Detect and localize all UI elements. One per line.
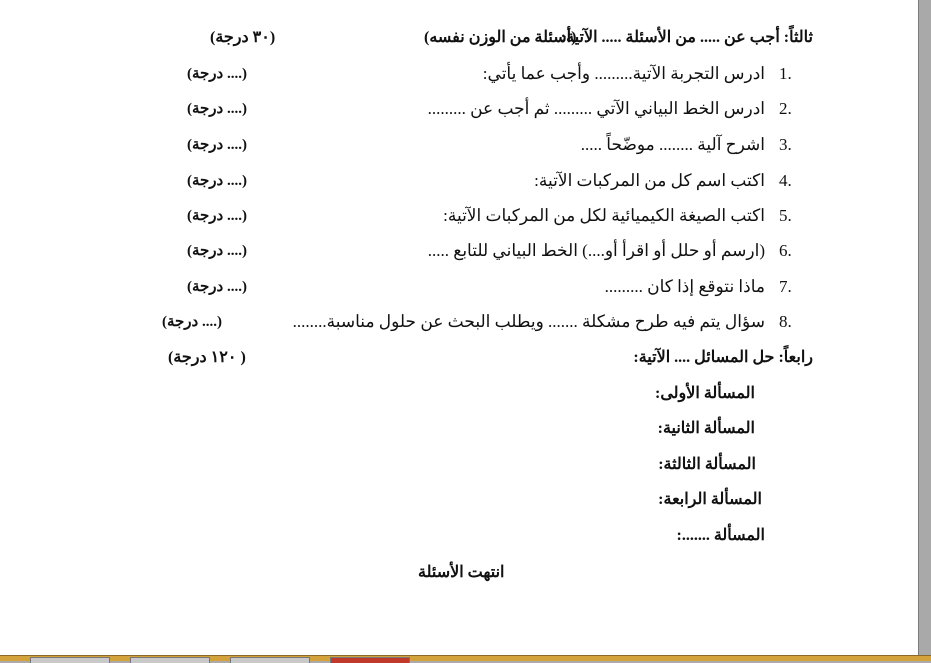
section-four-heading: رابعاً: حل المسائل .... الآتية: xyxy=(633,349,813,366)
end-of-questions: انتهت الأسئلة xyxy=(418,564,505,581)
section-three-grade: (٣٠ درجة) xyxy=(210,29,276,46)
section-three-heading: ثالثاً: أجب عن ..... من الأسئلة ..... الآتية: xyxy=(560,29,813,46)
problem-5: المسألة .......: xyxy=(676,527,765,544)
question-grade: (.... درجة) xyxy=(162,314,222,330)
clipped-previous-line xyxy=(100,0,800,9)
question-text: ادرس الخط البياني الآتي ......... ثم أجب عن ......... xyxy=(427,99,765,118)
question-text: اشرح آلية ........ موضّحاً ..... xyxy=(580,135,765,154)
problem-3: المسألة الثالثة: xyxy=(658,456,756,473)
question-text: اكتب اسم كل من المركبات الآتية: xyxy=(534,171,765,190)
question-text: ماذا نتوقع إذا كان ......... xyxy=(604,277,765,296)
question-text: (ارسم أو حلل أو اقرأ أو....) الخط البياني للتابع ..... xyxy=(427,241,765,260)
question-grade: (.... درجة) xyxy=(187,101,247,117)
question-number: 2. xyxy=(779,99,792,118)
question-grade: (.... درجة) xyxy=(187,279,247,295)
question-number: 5. xyxy=(779,206,792,225)
section-four-grade: ( ١٢٠ درجة) xyxy=(168,349,246,366)
question-grade: (.... درجة) xyxy=(187,137,247,153)
question-grade: (.... درجة) xyxy=(187,66,247,82)
taskbar-button[interactable] xyxy=(30,657,110,663)
question-number: 8. xyxy=(779,312,792,331)
problem-4: المسألة الرابعة: xyxy=(658,491,762,508)
taskbar-button[interactable] xyxy=(130,657,210,663)
question-grade: (.... درجة) xyxy=(187,173,247,189)
question-number: 6. xyxy=(779,241,792,260)
question-grade: (.... درجة) xyxy=(187,208,247,224)
question-text: سؤال يتم فيه طرح مشكلة ....... ويطلب البحث عن حلول مناسبة........ xyxy=(292,312,765,331)
question-text: اكتب الصيغة الكيميائية لكل من المركبات الآتية: xyxy=(443,206,765,225)
section-three-note: (أسئلة من الوزن نفسه) xyxy=(424,29,577,46)
problem-2: المسألة الثانية: xyxy=(657,420,755,437)
taskbar-button[interactable] xyxy=(330,657,410,663)
problem-1: المسألة الأولى: xyxy=(654,385,755,402)
question-text: ادرس التجربة الآتية......... وأجب عما يأتي: xyxy=(482,64,765,83)
question-number: 1. xyxy=(779,64,792,83)
question-number: 4. xyxy=(779,171,792,190)
question-number: 3. xyxy=(779,135,792,154)
taskbar-button[interactable] xyxy=(230,657,310,663)
viewer-scroll-gutter[interactable] xyxy=(918,0,931,661)
question-number: 7. xyxy=(779,277,792,296)
question-grade: (.... درجة) xyxy=(187,243,247,259)
